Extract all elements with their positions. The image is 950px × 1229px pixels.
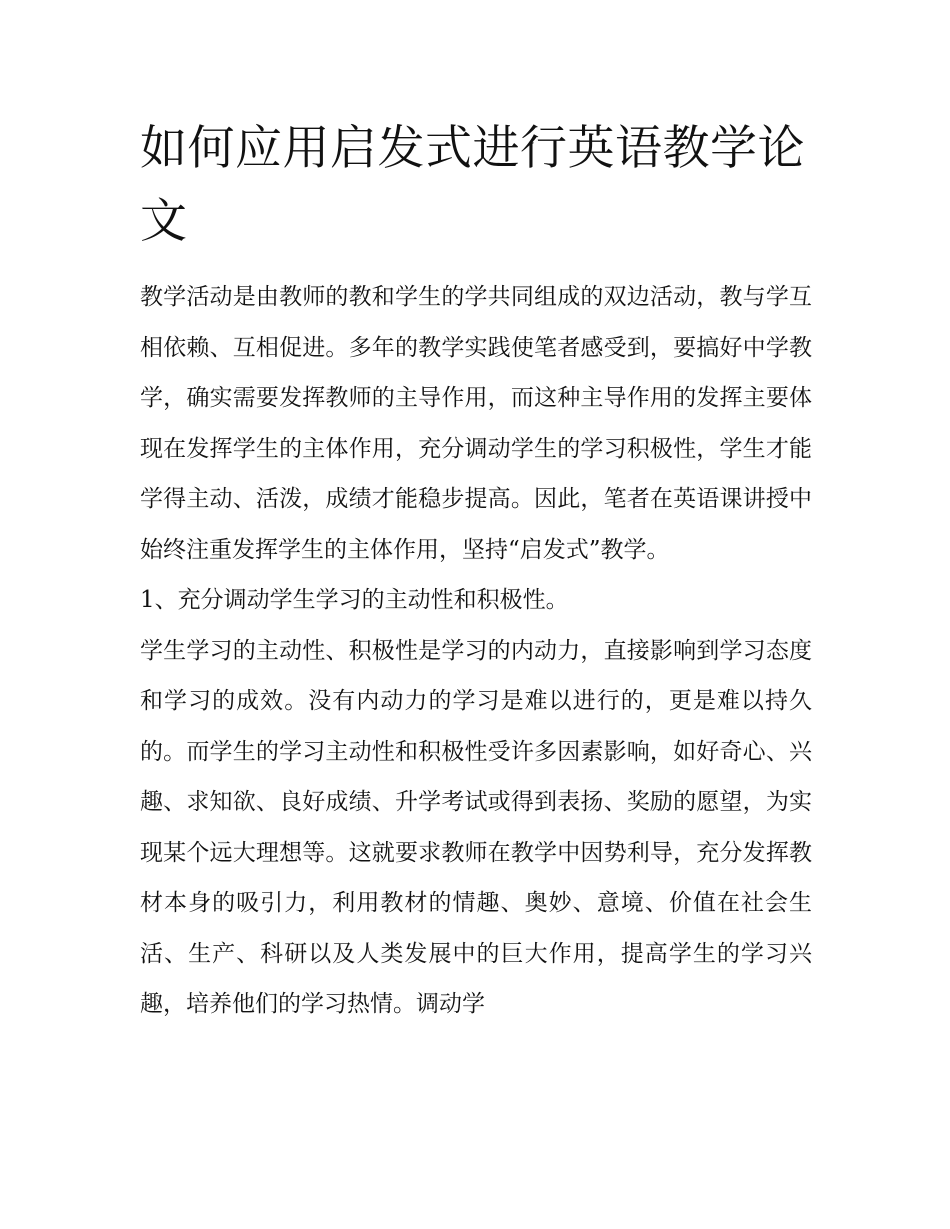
section-paragraph: 学生学习的主动性、积极性是学习的内动力，直接影响到学习态度和学习的成效。没有内动力的学习是难以进行的，更是难以持久的。而学生的学习主动性和积极性受许多因素影响，如好奇心、兴趣、求知欲、良好成绩、升学考试或得到表扬、奖励的愿望，为实现某个远大理想等。这就要求教师在教学中因势利导，充分发挥教材本身的吸引力，利用教材的情趣、奥妙、意境、价值在社会生活、生产、科研以及人类发展中的巨大作用，提高学生的学习兴趣，培养他们的学习热情。调动学 [140, 637, 812, 1017]
document-body [140, 112, 812, 1030]
intro-paragraph: 教学活动是由教师的教和学生的学共同组成的双边活动，教与学互相依赖、互相促进。多年的教学实践使笔者感受到，要搞好中学教学，确实需要发挥教师的主导作用，而这种主导作用的发挥主要体现在发挥学生的主体作用，充分调动学生的学习积极性，学生才能学得主动、活泼，成绩才能稳步提高。因此，笔者在英语课讲授中始终注重发挥学生的主体作用，坚持“启发式”教学。 [140, 284, 812, 563]
document-title: 如何应用启发式进行英语教学论文 [140, 121, 805, 249]
section-heading: 1、充分调动学生学习的主动性和积极性。 [140, 587, 569, 613]
